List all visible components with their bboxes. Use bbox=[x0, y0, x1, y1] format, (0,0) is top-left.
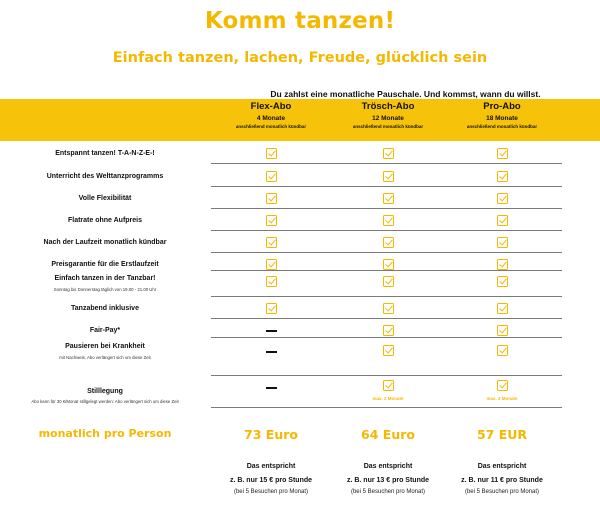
checkbox-checked-icon bbox=[383, 345, 394, 356]
row-divider bbox=[328, 375, 448, 376]
table-row bbox=[0, 321, 600, 339]
equivalent-basis: (bei 5 Besuchen pro Monat) bbox=[350, 489, 426, 495]
row-divider bbox=[442, 318, 562, 319]
limit-note: max. 2 Monate bbox=[486, 396, 518, 401]
feature-label: Nach der Laufzeit monatlich kündbar bbox=[43, 239, 167, 246]
row-divider bbox=[442, 230, 562, 231]
checkbox-checked-icon bbox=[266, 237, 277, 248]
row-divider bbox=[442, 163, 562, 164]
equivalent-rate: z. B. nur 13 € pro Stunde bbox=[346, 477, 430, 484]
checkbox-checked-icon bbox=[497, 259, 508, 270]
plan-header-band bbox=[0, 99, 600, 141]
checkbox-checked-icon bbox=[497, 325, 508, 336]
checkbox-checked-icon bbox=[383, 325, 394, 336]
feature-label: Unterricht des Welttanzprogramms bbox=[46, 173, 164, 180]
plan-column-flex bbox=[211, 99, 331, 129]
plan-cancel-note: anschließend monatlich kündbar bbox=[466, 124, 538, 129]
checkbox-checked-icon bbox=[497, 171, 508, 182]
plan-column-troesch bbox=[328, 99, 448, 129]
feature-label: Entspannt tanzen! T-A-N-Z-E-! bbox=[55, 150, 155, 157]
price-pro: 57 EUR bbox=[476, 427, 528, 442]
plan-name: Trösch-Abo bbox=[361, 101, 415, 112]
row-divider bbox=[328, 337, 448, 338]
plan-column-pro bbox=[442, 99, 562, 129]
row-divider bbox=[211, 208, 331, 209]
row-divider bbox=[442, 252, 562, 253]
feature-label: Flatrate ohne Aufpreis bbox=[67, 217, 143, 224]
row-divider bbox=[328, 186, 448, 187]
equivalent-basis: (bei 5 Besuchen pro Monat) bbox=[464, 489, 540, 495]
checkbox-checked-icon bbox=[497, 193, 508, 204]
checkbox-checked-icon bbox=[383, 303, 394, 314]
checkbox-checked-icon bbox=[266, 193, 277, 204]
plan-cancel-note: anschließend monatlich kündbar bbox=[235, 124, 307, 129]
plan-duration: 4 Monate bbox=[256, 115, 286, 122]
row-divider bbox=[328, 252, 448, 253]
checkbox-checked-icon bbox=[383, 193, 394, 204]
checkbox-checked-icon bbox=[383, 148, 394, 159]
row-divider bbox=[328, 296, 448, 297]
hero-title: Komm tanzen! bbox=[204, 8, 396, 34]
plan-cancel-note: anschließend monatlich kündbar bbox=[352, 124, 424, 129]
row-divider bbox=[442, 407, 562, 408]
row-divider bbox=[211, 318, 331, 319]
price-label: monatlich pro Person bbox=[38, 427, 172, 440]
checkbox-checked-icon bbox=[497, 380, 508, 391]
feature-sub-label: Abo kann für 30 €/Monat stillgelegt werden: Abo verlängert sich um diese Zeit bbox=[31, 399, 179, 404]
dash-icon bbox=[266, 351, 277, 353]
checkbox-checked-icon bbox=[497, 215, 508, 226]
row-divider bbox=[328, 407, 448, 408]
dash-icon bbox=[266, 330, 277, 332]
plan-name: Pro-Abo bbox=[483, 101, 521, 112]
feature-label: Stilllegung bbox=[87, 388, 123, 395]
row-divider bbox=[211, 375, 331, 376]
row-divider bbox=[442, 296, 562, 297]
hero-subtitle: Einfach tanzen, lachen, Freude, glücklich sein bbox=[112, 50, 488, 66]
checkbox-checked-icon bbox=[266, 303, 277, 314]
price-troesch: 64 Euro bbox=[361, 427, 415, 442]
feature-label: Tanzabend inklusive bbox=[71, 305, 139, 312]
feature-sub-label: Sonntag bis Donnerstag täglich von 19.00 - 21.00 Uhr bbox=[53, 287, 157, 292]
row-divider bbox=[328, 270, 448, 271]
checkbox-checked-icon bbox=[497, 303, 508, 314]
checkbox-checked-icon bbox=[383, 237, 394, 248]
table-row bbox=[0, 272, 600, 298]
checkbox-checked-icon bbox=[266, 276, 277, 287]
row-divider bbox=[442, 270, 562, 271]
equivalent-rate: z. B. nur 15 € pro Stunde bbox=[229, 477, 313, 484]
feature-label: Pausieren bei Krankheit bbox=[65, 343, 145, 350]
plan-name: Flex-Abo bbox=[250, 101, 292, 112]
row-divider bbox=[211, 163, 331, 164]
table-row bbox=[0, 189, 600, 210]
checkbox-checked-icon bbox=[383, 380, 394, 391]
dash-icon bbox=[266, 387, 277, 389]
row-divider bbox=[211, 186, 331, 187]
row-divider bbox=[328, 208, 448, 209]
feature-label: Einfach tanzen in der Tanzbar! bbox=[54, 275, 156, 282]
feature-label: Fair-Pay* bbox=[89, 327, 121, 334]
row-divider bbox=[442, 337, 562, 338]
plan-duration: 12 Monate bbox=[372, 115, 404, 122]
price-flex: 73 Euro bbox=[244, 427, 298, 442]
equivalent-heading: Das entspricht bbox=[477, 463, 527, 470]
feature-label: Volle Flexibilität bbox=[78, 195, 132, 202]
row-divider bbox=[211, 270, 331, 271]
equivalent-basis: (bei 5 Besuchen pro Monat) bbox=[233, 489, 309, 495]
equivalent-heading: Das entspricht bbox=[363, 463, 413, 470]
checkbox-checked-icon bbox=[383, 259, 394, 270]
table-row bbox=[0, 233, 600, 254]
table-row bbox=[0, 378, 600, 409]
row-divider bbox=[211, 407, 331, 408]
feature-sub-label: mit Nachweis, Abo verlängert sich um diese Zeit bbox=[59, 355, 151, 360]
equivalent-rate: z. B. nur 11 € pro Stunde bbox=[461, 477, 543, 484]
row-divider bbox=[211, 337, 331, 338]
table-row bbox=[0, 255, 600, 272]
table-row bbox=[0, 167, 600, 188]
checkbox-checked-icon bbox=[266, 171, 277, 182]
checkbox-checked-icon bbox=[383, 276, 394, 287]
table-row bbox=[0, 144, 600, 165]
row-divider bbox=[211, 252, 331, 253]
row-divider bbox=[328, 163, 448, 164]
pricing-tagline: Du zahlst eine monatliche Pauschale. Und kommst, wann du willst. bbox=[270, 89, 541, 99]
row-divider bbox=[211, 230, 331, 231]
row-divider bbox=[442, 186, 562, 187]
plan-duration: 18 Monate bbox=[486, 115, 518, 122]
row-divider bbox=[328, 230, 448, 231]
feature-label: Preisgarantie für die Erstlaufzeit bbox=[51, 261, 159, 268]
row-divider bbox=[442, 375, 562, 376]
table-row bbox=[0, 299, 600, 320]
checkbox-checked-icon bbox=[497, 148, 508, 159]
checkbox-checked-icon bbox=[497, 276, 508, 287]
checkbox-checked-icon bbox=[497, 345, 508, 356]
checkbox-checked-icon bbox=[266, 259, 277, 270]
checkbox-checked-icon bbox=[497, 237, 508, 248]
checkbox-checked-icon bbox=[383, 171, 394, 182]
row-divider bbox=[328, 318, 448, 319]
row-divider bbox=[211, 296, 331, 297]
table-row bbox=[0, 211, 600, 232]
checkbox-checked-icon bbox=[383, 215, 394, 226]
equivalent-heading: Das entspricht bbox=[246, 463, 296, 470]
checkbox-checked-icon bbox=[266, 148, 277, 159]
checkbox-checked-icon bbox=[266, 215, 277, 226]
row-divider bbox=[442, 208, 562, 209]
limit-note: max. 2 Monate bbox=[372, 396, 404, 401]
table-row bbox=[0, 340, 600, 377]
